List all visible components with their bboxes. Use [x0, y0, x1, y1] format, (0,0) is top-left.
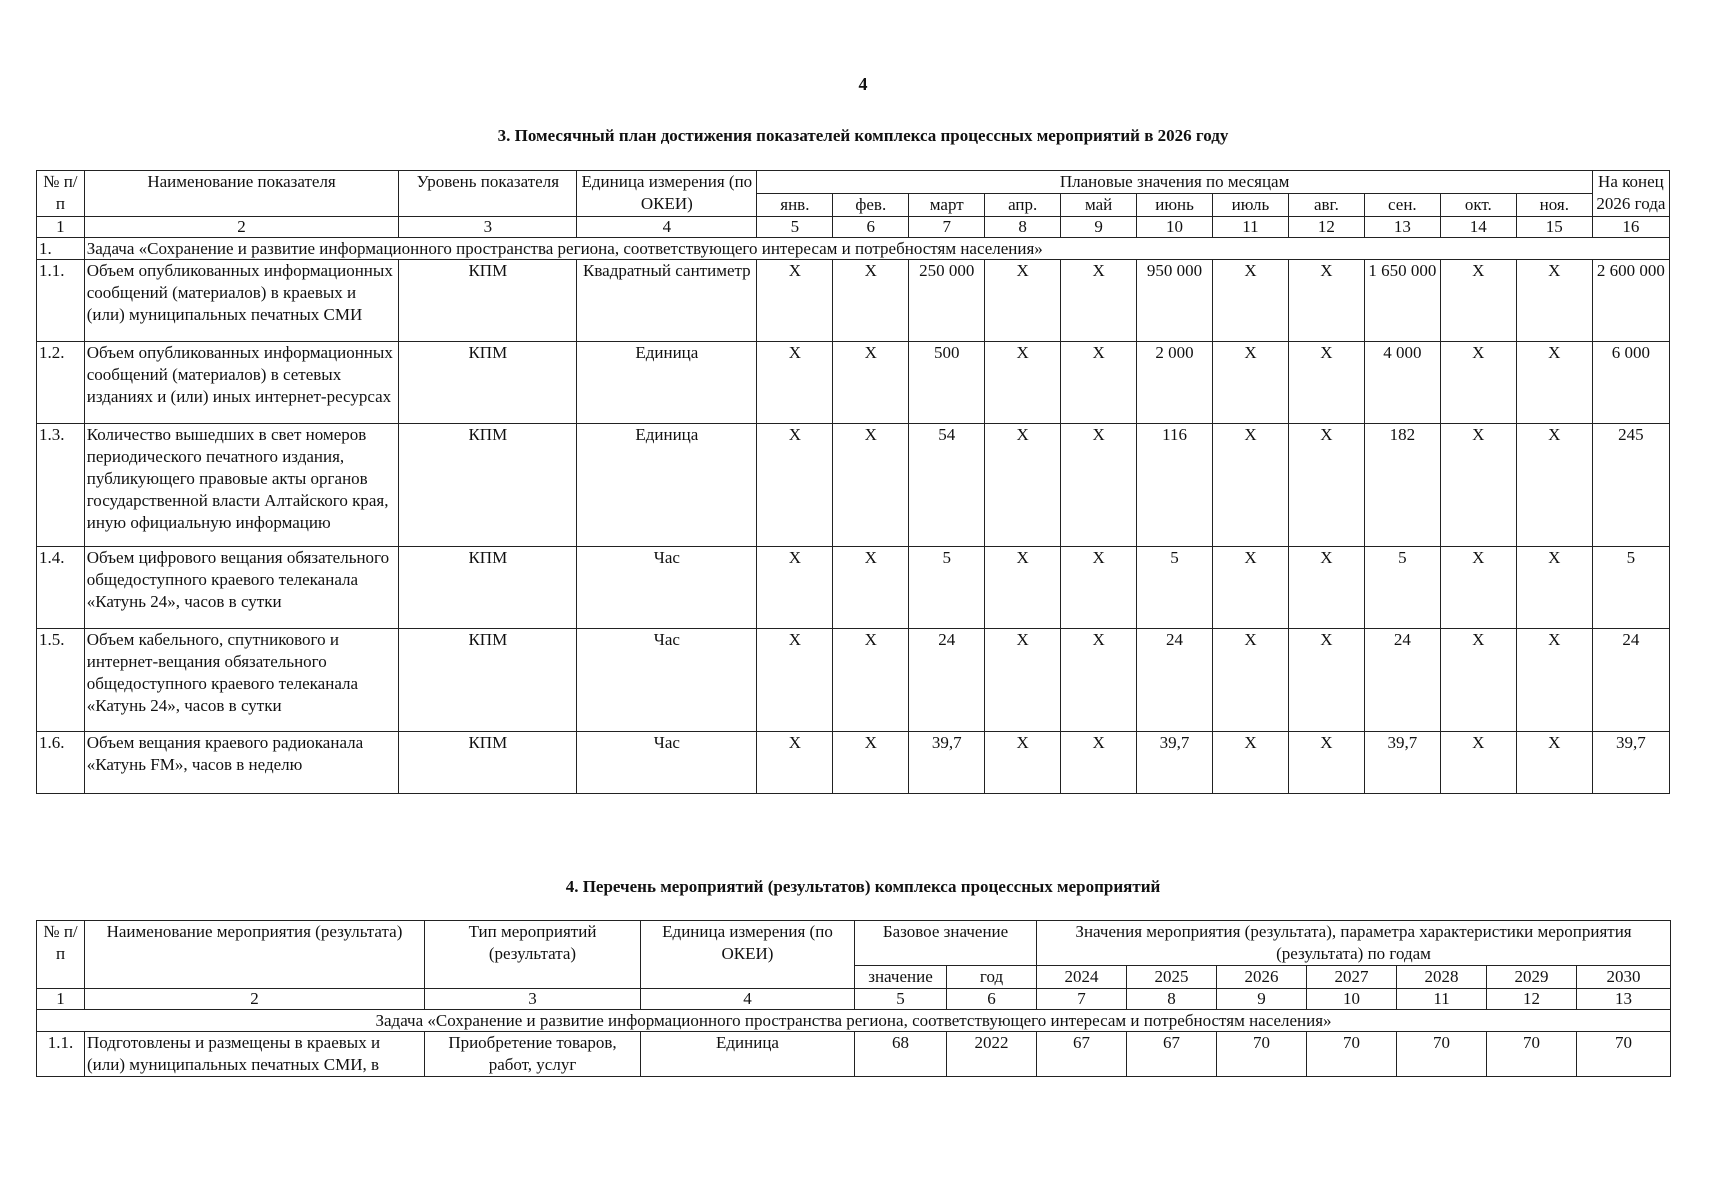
month-value: 5 — [1137, 547, 1213, 629]
month-value: 250 000 — [909, 260, 985, 342]
activity-type: Приобретение товаров, работ, услуг — [425, 1032, 641, 1077]
month-header: янв. — [757, 194, 833, 217]
indicator-name: Объем опубликованных информационных сообщений (материалов) в краевых и (или) муниципальных печатных СМИ — [84, 260, 399, 342]
month-value: 116 — [1137, 424, 1213, 547]
month-header: март — [909, 194, 985, 217]
column-number: 6 — [833, 217, 909, 238]
month-value: X — [757, 732, 833, 794]
month-value: X — [1288, 424, 1364, 547]
month-value: X — [1213, 424, 1289, 547]
month-value: X — [985, 260, 1061, 342]
header-num: № п/п — [37, 171, 85, 217]
row-num: 1.6. — [37, 732, 85, 794]
column-number: 12 — [1487, 989, 1577, 1010]
month-value: 24 — [1137, 629, 1213, 732]
header-type: Тип мероприятий (результата) — [425, 921, 641, 989]
column-number: 13 — [1577, 989, 1671, 1010]
header-level: Уровень показателя — [399, 171, 577, 217]
month-value: 1 650 000 — [1364, 260, 1440, 342]
task-num: 1. — [37, 238, 85, 260]
month-value: X — [1440, 342, 1516, 424]
month-value: 39,7 — [1137, 732, 1213, 794]
month-value: X — [1288, 342, 1364, 424]
column-number: 1 — [37, 217, 85, 238]
month-value: X — [833, 547, 909, 629]
column-number: 4 — [641, 989, 855, 1010]
column-number: 3 — [425, 989, 641, 1010]
row-num: 1.2. — [37, 342, 85, 424]
month-value: X — [1440, 260, 1516, 342]
header-unit: Единица измерения (по ОКЕИ) — [641, 921, 855, 989]
column-number: 7 — [909, 217, 985, 238]
year-header: 2029 — [1487, 966, 1577, 989]
header-base-value: значение — [855, 966, 947, 989]
year-value: 70 — [1397, 1032, 1487, 1077]
month-value: X — [1061, 629, 1137, 732]
row-num: 1.3. — [37, 424, 85, 547]
table-row — [37, 629, 1670, 732]
month-value: X — [1288, 547, 1364, 629]
column-number: 13 — [1364, 217, 1440, 238]
month-value: 5 — [909, 547, 985, 629]
year-header: 2024 — [1037, 966, 1127, 989]
year-header: 2025 — [1127, 966, 1217, 989]
month-value: X — [757, 342, 833, 424]
month-value: 5 — [1364, 547, 1440, 629]
year-header: 2027 — [1307, 966, 1397, 989]
month-value: X — [985, 629, 1061, 732]
table-row — [37, 732, 1670, 794]
year-end-value: 6 000 — [1592, 342, 1669, 424]
activity-unit: Единица — [641, 1032, 855, 1077]
month-value: X — [757, 260, 833, 342]
table-row — [37, 260, 1670, 342]
column-numbers-row — [37, 217, 1670, 238]
table-row — [37, 342, 1670, 424]
month-value: X — [1440, 629, 1516, 732]
month-value: 39,7 — [909, 732, 985, 794]
row-num: 1.4. — [37, 547, 85, 629]
activities-table — [36, 920, 1671, 1077]
indicator-level: КПМ — [399, 547, 577, 629]
year-value: 70 — [1577, 1032, 1671, 1077]
month-value: 182 — [1364, 424, 1440, 547]
month-value: X — [1440, 732, 1516, 794]
month-value: X — [833, 629, 909, 732]
section4-title: 4. Перечень мероприятий (результатов) комплекса процессных мероприятий — [565, 877, 1161, 896]
monthly-plan-table — [36, 170, 1670, 794]
month-header: июль — [1213, 194, 1289, 217]
header-planned: Плановые значения по месяцам — [757, 171, 1592, 194]
column-number: 4 — [577, 217, 757, 238]
indicator-unit: Квадратный сантиметр — [577, 260, 757, 342]
indicator-name: Количество вышедших в свет номеров периодического печатного издания, публикующего правовые акты органов государственной власти Алтайского края, иную официальную информацию — [84, 424, 399, 547]
column-number: 10 — [1137, 217, 1213, 238]
month-header: окт. — [1440, 194, 1516, 217]
row-num: 1.1. — [37, 1032, 85, 1077]
indicator-unit: Единица — [577, 424, 757, 547]
month-value: X — [1516, 547, 1592, 629]
column-number: 5 — [757, 217, 833, 238]
month-value: 54 — [909, 424, 985, 547]
month-value: 4 000 — [1364, 342, 1440, 424]
column-number: 2 — [85, 989, 425, 1010]
column-number: 11 — [1213, 217, 1289, 238]
column-number: 6 — [947, 989, 1037, 1010]
year-value: 67 — [1127, 1032, 1217, 1077]
column-number: 10 — [1307, 989, 1397, 1010]
row-num: 1.1. — [37, 260, 85, 342]
month-value: X — [1213, 547, 1289, 629]
month-value: X — [1288, 629, 1364, 732]
month-value: X — [1516, 732, 1592, 794]
month-value: 24 — [1364, 629, 1440, 732]
month-value: X — [757, 424, 833, 547]
header-values-by-year: Значения мероприятия (результата), параметра характеристики мероприятия (результата) по годам — [1037, 921, 1671, 966]
activity-name: Подготовлены и размещены в краевых и (или) муниципальных печатных СМИ, в — [85, 1032, 425, 1077]
month-value: X — [985, 547, 1061, 629]
row-num: 1.5. — [37, 629, 85, 732]
indicator-name: Объем опубликованных информационных сообщений (материалов) в сетевых изданиях и (или) иных интернет-ресурсах — [84, 342, 399, 424]
month-value: X — [1440, 547, 1516, 629]
indicator-unit: Час — [577, 732, 757, 794]
indicator-level: КПМ — [399, 342, 577, 424]
year-end-value: 5 — [1592, 547, 1669, 629]
month-value: X — [833, 342, 909, 424]
year-end-value: 245 — [1592, 424, 1669, 547]
month-value: X — [1516, 342, 1592, 424]
month-value: X — [1288, 260, 1364, 342]
header-name: Наименование мероприятия (результата) — [85, 921, 425, 989]
year-end-value: 2 600 000 — [1592, 260, 1669, 342]
month-value: X — [985, 342, 1061, 424]
month-header: апр. — [985, 194, 1061, 217]
month-value: X — [1440, 424, 1516, 547]
column-number: 7 — [1037, 989, 1127, 1010]
month-value: X — [1061, 732, 1137, 794]
header-unit: Единица измерения (по ОКЕИ) — [577, 171, 757, 217]
column-number: 8 — [985, 217, 1061, 238]
table-row — [37, 1032, 1671, 1077]
column-number: 14 — [1440, 217, 1516, 238]
month-value: 500 — [909, 342, 985, 424]
task-text: Задача «Сохранение и развитие информационного пространства региона, соответствующего интересам и потребностям населения» — [84, 238, 1669, 260]
month-header: авг. — [1288, 194, 1364, 217]
column-number: 12 — [1288, 217, 1364, 238]
month-value: X — [833, 732, 909, 794]
month-value: X — [1061, 260, 1137, 342]
task-row — [37, 238, 1670, 260]
year-header: 2026 — [1217, 966, 1307, 989]
month-header: май — [1061, 194, 1137, 217]
month-value: X — [757, 547, 833, 629]
task-text: Задача «Сохранение и развитие информационного пространства региона, соответствующего интересам и потребностям населения» — [37, 1010, 1671, 1032]
indicator-name: Объем цифрового вещания обязательного общедоступного краевого телеканала «Катунь 24», часов в сутки — [84, 547, 399, 629]
month-value: 24 — [909, 629, 985, 732]
month-header: сен. — [1364, 194, 1440, 217]
month-value: X — [1061, 424, 1137, 547]
task-row — [37, 1010, 1671, 1032]
indicator-unit: Час — [577, 547, 757, 629]
month-value: X — [985, 424, 1061, 547]
month-value: X — [1213, 629, 1289, 732]
month-value: X — [757, 629, 833, 732]
year-header: 2030 — [1577, 966, 1671, 989]
year-end-value: 39,7 — [1592, 732, 1669, 794]
month-value: X — [1061, 342, 1137, 424]
table-row — [37, 547, 1670, 629]
indicator-level: КПМ — [399, 629, 577, 732]
base-value: 68 — [855, 1032, 947, 1077]
column-number: 3 — [399, 217, 577, 238]
column-number: 9 — [1217, 989, 1307, 1010]
header-base: Базовое значение — [855, 921, 1037, 966]
indicator-name: Объем вещания краевого радиоканала «Катунь FM», часов в неделю — [84, 732, 399, 794]
table-row — [37, 424, 1670, 547]
header-end: На конец 2026 года — [1592, 171, 1669, 217]
indicator-name: Объем кабельного, спутникового и интернет-вещания обязательного общедоступного краевого телеканала «Катунь 24», часов в сутки — [84, 629, 399, 732]
month-value: X — [1213, 732, 1289, 794]
indicator-level: КПМ — [399, 732, 577, 794]
month-value: X — [1213, 260, 1289, 342]
header-base-year: год — [947, 966, 1037, 989]
month-value: X — [1516, 629, 1592, 732]
indicator-unit: Час — [577, 629, 757, 732]
year-value: 70 — [1217, 1032, 1307, 1077]
month-value: 2 000 — [1137, 342, 1213, 424]
indicator-unit: Единица — [577, 342, 757, 424]
indicator-level: КПМ — [399, 260, 577, 342]
column-number: 16 — [1592, 217, 1669, 238]
column-number: 9 — [1061, 217, 1137, 238]
column-number: 1 — [37, 989, 85, 1010]
page-number: 4 — [858, 74, 868, 94]
column-number: 11 — [1397, 989, 1487, 1010]
column-number: 5 — [855, 989, 947, 1010]
month-value: X — [833, 424, 909, 547]
month-value: X — [1516, 260, 1592, 342]
year-header: 2028 — [1397, 966, 1487, 989]
column-number: 15 — [1516, 217, 1592, 238]
month-value: X — [985, 732, 1061, 794]
month-value: X — [1213, 342, 1289, 424]
month-value: X — [1516, 424, 1592, 547]
header-num: № п/п — [37, 921, 85, 989]
month-header: фев. — [833, 194, 909, 217]
header-name: Наименование показателя — [84, 171, 399, 217]
indicator-level: КПМ — [399, 424, 577, 547]
month-value: X — [1061, 547, 1137, 629]
year-value: 70 — [1307, 1032, 1397, 1077]
column-number: 8 — [1127, 989, 1217, 1010]
section3-title: 3. Помесячный план достижения показателей комплекса процессных мероприятий в 2026 году — [497, 126, 1229, 145]
year-value: 70 — [1487, 1032, 1577, 1077]
month-header: ноя. — [1516, 194, 1592, 217]
month-value: 39,7 — [1364, 732, 1440, 794]
base-year: 2022 — [947, 1032, 1037, 1077]
month-value: 950 000 — [1137, 260, 1213, 342]
column-number: 2 — [84, 217, 399, 238]
month-value: X — [833, 260, 909, 342]
month-value: X — [1288, 732, 1364, 794]
month-header: июнь — [1137, 194, 1213, 217]
year-value: 67 — [1037, 1032, 1127, 1077]
column-numbers-row — [37, 989, 1671, 1010]
year-end-value: 24 — [1592, 629, 1669, 732]
